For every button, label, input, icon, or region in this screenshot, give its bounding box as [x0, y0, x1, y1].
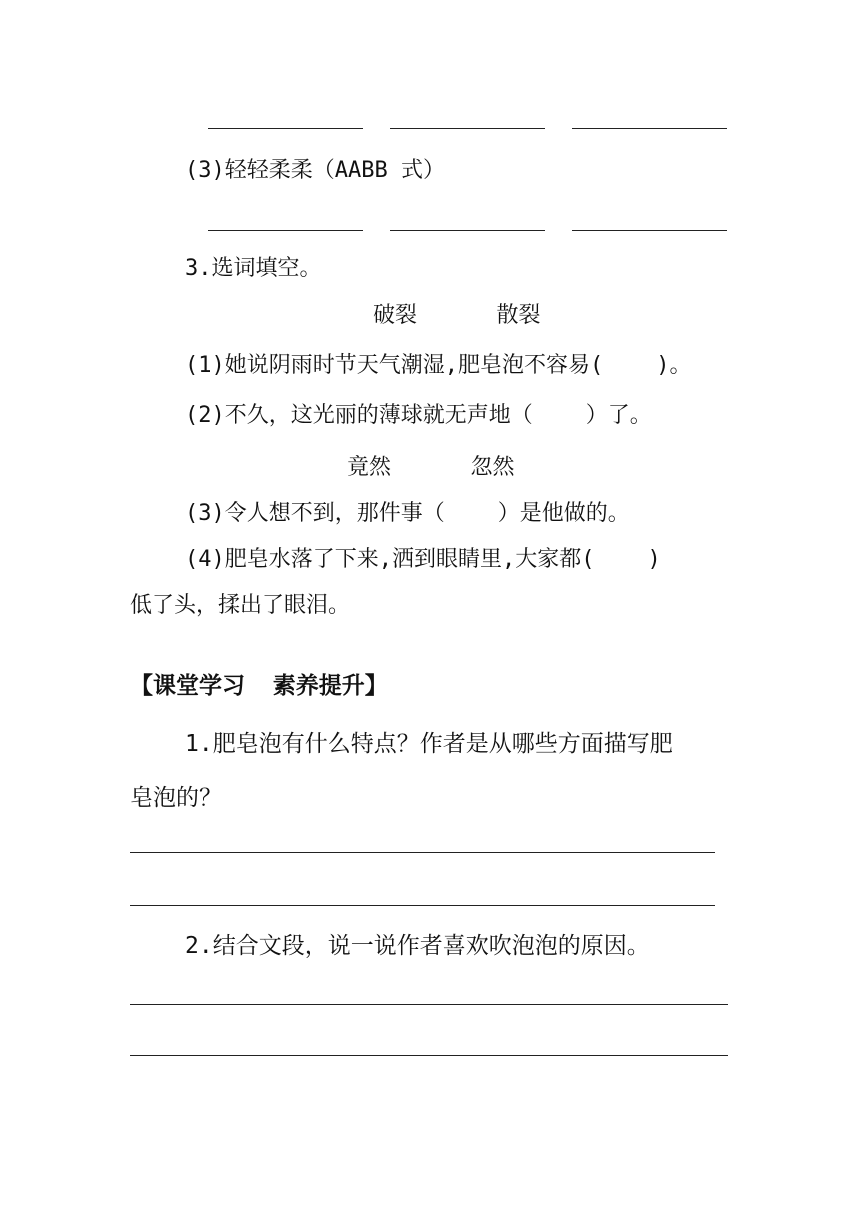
answer-blank[interactable]: [572, 128, 727, 129]
question-3-title: 3.选词填空。: [185, 256, 322, 281]
sentence-4-line-1: (4)肥皂水落了下来,洒到眼睛里,大家都( ): [185, 547, 661, 572]
answer-line[interactable]: [130, 852, 715, 853]
answer-line[interactable]: [130, 1055, 728, 1056]
answer-line[interactable]: [130, 1004, 728, 1005]
answer-blank[interactable]: [208, 128, 363, 129]
sentence-1: (1)她说阴雨时节天气潮湿,肥皂泡不容易( )。: [185, 353, 692, 378]
exercise-item-3: (3)轻轻柔柔（AABB 式）: [185, 158, 445, 183]
sentence-2: (2)不久，这光丽的薄球就无声地（ ）了。: [185, 403, 652, 428]
sentence-3: (3)令人想不到，那件事（ ）是他做的。: [185, 501, 630, 526]
word-choices-2: 竟然 忽然: [347, 455, 515, 480]
answer-blank[interactable]: [572, 230, 727, 231]
answer-line[interactable]: [130, 905, 715, 906]
answer-blank[interactable]: [390, 128, 545, 129]
word-choices-1: 破裂 散裂: [373, 303, 541, 328]
sentence-4-line-2: 低了头，揉出了眼泪。: [130, 593, 351, 618]
answer-blank[interactable]: [208, 230, 363, 231]
question-1-line-2: 皂泡的？: [130, 785, 222, 811]
question-1-line-1: 1.肥皂泡有什么特点？作者是从哪些方面描写肥: [185, 731, 673, 757]
question-2: 2.结合文段，说一说作者喜欢吹泡泡的原因。: [185, 933, 650, 959]
answer-blank[interactable]: [390, 230, 545, 231]
section-heading: 【课堂学习 素养提升】: [130, 673, 388, 699]
